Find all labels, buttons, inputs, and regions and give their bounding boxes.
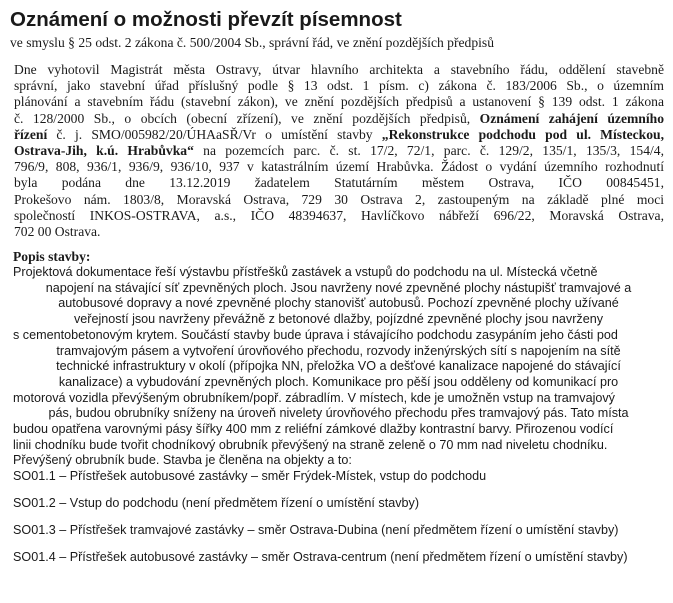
notice-line: správní, jako stavební úřad příslušný podle § 13 odst. 1 písm. c) zákona č. 183/2006 Sb., o územním bbox=[14, 78, 664, 94]
notice-bold-location: Ostrava-Jih, k.ú. Hrabůvka“ bbox=[14, 143, 194, 159]
description-line: linii chodníku bude tvořit chodníkový obrubník převýšený na straně zeleně o 70 mm nad niveletu chodníku. bbox=[13, 437, 608, 452]
description-line: technické infrastruktury v okolí (přípojka NN, přeložka VO a dešťové kanalizace napojené do stávající bbox=[56, 359, 621, 374]
notice-line: 702 00 Ostrava. bbox=[14, 224, 101, 240]
description-line: pás, budou obrubníky sníženy na úroveň nivelety úrovňového přechodu přes tramvajový pás. Tato místa bbox=[48, 406, 629, 421]
notice-line: byla podána dne 13.12.2019 žadatelem Statutárním městem Ostrava, IČO 00845451, bbox=[14, 175, 664, 191]
notice-bold-project: „Rekonstrukce podchodu pod ul. Místeckou, bbox=[381, 126, 664, 142]
notice-line: na pozemcích parc. č. st. 17/2, 72/1, parc. č. 129/2, 135/1, 135/3, 154/4, bbox=[193, 143, 664, 159]
notice-line: 796/9, 808, 936/1, 936/9, 936/10, 937 v katastrálním území Hrabůvka. Žádost o vydání územního rozhodnutí bbox=[14, 159, 664, 175]
description-line: motorová vozidla převýšeným obrubníkem/popř. zábradlím. V místech, kde je umožněn vstup na tramvajový bbox=[13, 390, 615, 405]
description-line: kanalizace) a vybudování zpevněných ploch. Komunikace pro pěší jsou odděleny od komunikací pro bbox=[58, 374, 619, 389]
object-item: SO01.1 – Přístřešek autobusové zastávky – směr Frýdek-Místek, vstup do podchodu bbox=[13, 469, 487, 483]
description-line: Projektová dokumentace řeší výstavbu přístřešků zastávek a vstupů do podchodu na ul. Místecká včetně bbox=[13, 265, 598, 279]
notice-line-mixed bbox=[14, 111, 664, 127]
notice-line: č. j. SMO/005982/20/ÚHAaSŘ/Vr o umístění stavby bbox=[47, 126, 382, 142]
notice-line: společností INKOS-OSTRAVA, a.s., IČO 48394637, Havlíčkovo nábřeží 696/22, Moravská Ostrava, bbox=[14, 207, 664, 223]
document-subtitle: ve smyslu § 25 odst. 2 zákona č. 500/2004 Sb., správní řád, ve znění pozdějších předpisů bbox=[10, 35, 494, 50]
object-item: SO01.4 – Přístřešek autobusové zastávky – směr Ostrava-centrum (není předmětem řízení o umístění stavby) bbox=[13, 550, 628, 564]
object-item: SO01.3 – Přístřešek tramvajové zastávky – směr Ostrava-Dubina (není předmětem řízení o umístění stavby) bbox=[13, 523, 619, 537]
section-heading: Popis stavby: bbox=[13, 249, 91, 264]
document-title: Oznámení o možnosti převzít písemnost bbox=[10, 8, 402, 31]
description-paragraph bbox=[13, 265, 664, 469]
notice-bold-title: Oznámení zahájení územního bbox=[479, 110, 665, 126]
notice-line: Dne vyhotovil Magistrát města Ostravy, útvar hlavního architekta a stavebního řádu, oddělení stavebně bbox=[14, 62, 664, 77]
notice-paragraph bbox=[14, 62, 664, 240]
object-item: SO01.2 – Vstup do podchodu (není předmětem řízení o umístění stavby) bbox=[13, 496, 420, 510]
description-line: veřejností jsou navrženy převážně z betonové dlažby, pojízdné zpevněné plochy jsou navrženy bbox=[73, 312, 604, 327]
description-line: napojení na stávající síť zpevněných ploch. Jsou navrženy nové zpevněné plochy nástupišť tramvajové a bbox=[45, 280, 632, 295]
notice-line: č. 128/2000 Sb., o obcích (obecní zřízení), ve znění pozdějších předpisů, bbox=[14, 110, 471, 126]
description-line: tramvajovým pásem a vytvoření úrovňového přechodu, rozvody inženýrských sítí s napojením na sítě bbox=[56, 343, 621, 358]
description-line: autobusové dopravy a nové zpevněné plochy stanovišť autobusů. Pochozí zpevněné plochy užívané bbox=[58, 296, 619, 311]
notice-line: plánování a stavebním řádu (stavební zákon), ve znění pozdějších předpisů a ustanovení § 139 odst. 1 zákona bbox=[14, 94, 664, 110]
description-line: Převýšený obrubník bude. Stavba je členěna na objekty a to: bbox=[13, 453, 352, 468]
description-line: s cementobetonovým krytem. Součástí stavby bude úprava i stávajícího podchodu zasypáním jeho části pod bbox=[13, 327, 618, 342]
description-line: budou opatřena varovnými pásy šířky 400 mm z reliéfní zámkové dlažby kontrastní barvy. Přirozenou vodící bbox=[13, 422, 614, 437]
notice-line: Prokešovo nám. 1803/8, Moravská Ostrava, 729 30 Ostrava 2, zastoupeným na základě plné moci bbox=[14, 191, 664, 207]
notice-line-mixed bbox=[14, 127, 664, 143]
notice-line-mixed bbox=[14, 143, 664, 159]
notice-bold-word: řízení bbox=[14, 126, 48, 142]
